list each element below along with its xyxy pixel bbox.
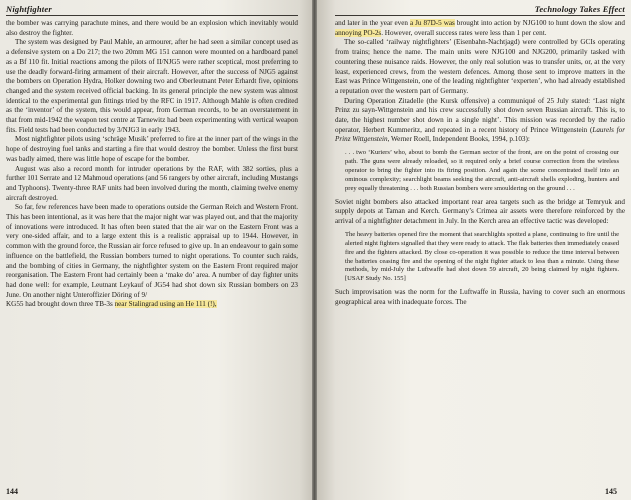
running-head-left: Nightfighter <box>6 4 298 16</box>
left-page <box>0 0 312 500</box>
right-page <box>317 0 631 500</box>
highlighted-text: near Stalingrad using an He 111 (!), <box>114 300 217 309</box>
right-paragraph-4: Soviet night bombers also attacked important rear area targets such as the bridge at Temryuk and supply depots at Taman and Kerch. Germany’s Crimea air assets were therefore reinforced by the arrival of a nightfighter detachment in July. In the Kerch area an effective tactic was developed: <box>335 197 625 226</box>
book-title: Laurels for Prinz Wittgenstein <box>335 125 625 144</box>
page-number-right: 145 <box>605 487 617 496</box>
left-paragraph-2: The system was designed by Paul Mahle, an armourer, after he had seen a similar concept used as a defensive system on a Do 217; the two 20mm MG 151 cannon were mounted on a hardboard panel as a Bf 110 fit. Initial reactions among the pilots of II/NJG5 were rather sceptical, most preferring to use the deadly forward-firing armament of their aircraft. However, after the success of NJG5 against the bombers on Operation Hydra, Holker downing two and Oberleutnant Peter Erhardt five, opinions changed and the system received official backing. In its general principle the new system was almost identical to the experimental gun fittings tried by the RFC in 1917. Although Mahle is often credited as the ‘inventor’ of the system, this would appear, from German records, to be an overstatement in that from mid-1942 the weapon test centre at Tarnewitz had been experimenting with vertical weapon fits. Field tests had been conducted by 3/NJG3 in early 1943. <box>6 38 298 134</box>
text-run: During Operation Zitadelle (the Kursk offensive) a communiqué of 25 July stated: ‘Last night Prinz zu sayn-Wittgenstein and his crew successfully shot down seven Russian aircraft. This is, to date, the highest number shot down in a single night’. This mission was recorded by the radio operator, Herbert Kummeritz, and repeated in a recent history of Prince Wittgenstein ( <box>335 96 625 134</box>
right-paragraph-3 <box>335 97 625 146</box>
highlighted-text: annoying PO-2s <box>335 28 382 37</box>
text-run: brought into action by NJG100 to hunt down the slow and <box>454 19 625 27</box>
left-last-line <box>6 300 298 310</box>
left-paragraph-4: August was also a record month for intruder operations by the RAF, with 382 sorties, plus a further 101 Serrate and 12 Mahmoud operations (and 56 rangers by other aircraft, including Mustangs and Typhoons). Twenty-three RAF units had been involved during the month, claiming twelve enemy aircraft destroyed. <box>6 164 298 202</box>
right-paragraph-1 <box>335 19 625 38</box>
block-quote-2: The heavy batteries opened fire the moment that searchlights spotted a plane, continuing to fire until the alerted night fighters signalled that they were ready to attack. The flak batteries then immediately ceased fire and the fighters attacked. By close co-operation it was possible to reduce the time interval between the batteries ceasing fire and the opening of the night fighter attack to less than a minute. Using these methods, by mid-July the Luftwaffe had shot down 59 aircraft, 20 being claimed by night fighters. [USAF Study No. 155] <box>345 230 620 283</box>
left-paragraph-3: Most nightfighter pilots using ‘schräge Musik’ preferred to fire at the inner part of the wings in the hope of destroying fuel tanks and starting a fire that would destroy the bomber. Unless the first burst was badly aimed, there was little hope of escape for the bomber. <box>6 135 298 163</box>
running-head-right: Technology Takes Effect <box>335 4 625 16</box>
block-quote-1: . . . two ‘Kuriers’ who, about to bomb the German sector of the front, are on the point of crossing our path. The guns were already reloaded, so it required only a brief course correction from the wireless operator to bring the fighter into its firing position. And again the scene concentrated itself into an ominous complexity; searchlight beams seeking the aircraft, anti-aircraft shells exploding, hunters and prey equally threatening . . . both Russian bombers were smouldering on the ground . . . <box>345 149 619 192</box>
left-last-line-text: KG55 had brought down three TB-3s <box>6 300 115 309</box>
left-paragraph-5: So far, few references have been made to operations outside the German Reich and Western Front. This has been intentional, as it was here that the major night war was played out, and that the majority of innovations were introduced. It has often been stated that the air war on the Eastern Front was a very one-sided affair, and to a large extent this is a realistic appraisal up to 1944. However, in common with the ground force, the Russian air force refused to give up. In an endeavour to gain some influence on the battlefield, the Russian bombers turned to night operations. To counter such raids, and the bombing of cities in Germany, the nightfighter system on the Eastern Front required major reorganisation. The Eastern Front had certainly been a ‘make do’ area. A number of day fighter units had done well: for example, Leutnant Leykauf of JG54 had shot down six Russian bombers on 23 June. On another night Unteroffizier Döring of 9/ <box>6 203 298 299</box>
right-paragraph-2: The so-called ‘railway nightfighters’ (Eisenbahn-Nachtjagd) were controlled by GCIs operating from trains; hence the name. The main units were NJG100 and NJG200, primarily tasked with countering these nuisance raids. However, the only real solution was to transfer units, or, at the very least, experienced crews, from the western defences. Among those sent to improve matters in the East was Prince Wittgenstein, one of the leading nightfighter ‘experten’, who had already established a reputation over the western part of Germany. <box>335 38 625 95</box>
highlighted-text: a Ju 87D-5 was <box>409 19 455 27</box>
text-run: , Werner Roell, Independent Books, 1994, p.103): <box>387 135 530 144</box>
text-run: and later in the year even <box>335 19 410 27</box>
left-paragraph-1: the bomber was carrying parachute mines, and there would be an explosion which inevitably would also destroy the fighter. <box>6 19 298 37</box>
right-paragraph-5: Such improvisation was the norm for the Luftwaffe in Russia, having to cover such an enormous geographical area with inadequate forces. The <box>335 288 625 306</box>
page-number-left: 144 <box>6 487 18 496</box>
text-run: . However, overall success rates were less than 1 per cent. <box>381 28 547 37</box>
